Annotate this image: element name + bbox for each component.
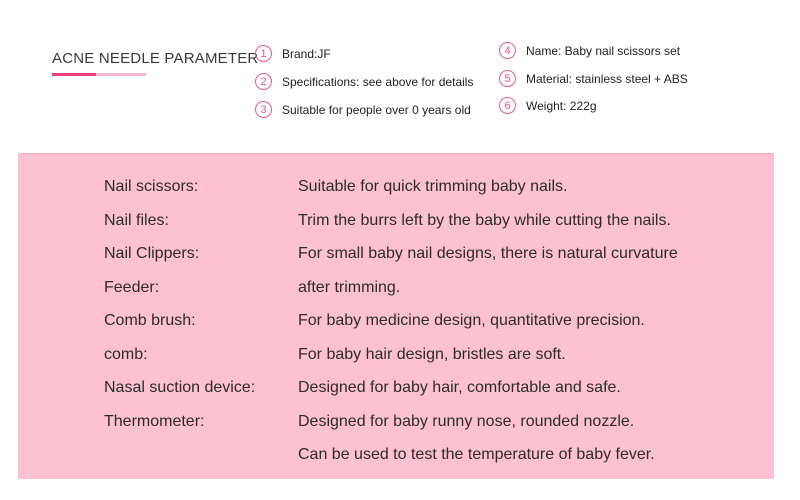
title-underline-light — [96, 73, 146, 76]
param-item-3 — [255, 101, 471, 118]
param-text: Brand:JF — [282, 46, 331, 61]
item-description: Designed for baby runny nose, rounded nozzle. — [298, 412, 635, 430]
item-name: Thermometer: — [104, 412, 205, 430]
circled-number-icon: 1 — [255, 45, 272, 62]
param-text: Material: stainless steel + ABS — [526, 71, 688, 86]
item-name: Nail files: — [104, 211, 169, 229]
item-description: Suitable for quick trimming baby nails. — [298, 178, 568, 195]
item-description: For baby hair design, bristles are soft. — [298, 345, 566, 363]
item-name: Feeder: — [104, 278, 160, 296]
item-name: comb: — [104, 345, 148, 363]
item-descriptions-column — [298, 175, 678, 477]
item-name: Nail scissors: — [104, 178, 199, 195]
page-title: ACNE NEEDLE PARAMETER — [52, 50, 259, 67]
item-description: Designed for baby hair, comfortable and safe. — [298, 379, 621, 396]
circled-number-icon: 6 — [499, 97, 516, 114]
item-description: For small baby nail designs, there is natural curvature — [298, 245, 678, 262]
title-underline — [52, 73, 146, 76]
item-description: Trim the burrs left by the baby while cutting the nails. — [298, 211, 671, 229]
circled-number-icon: 4 — [499, 42, 516, 59]
circled-number-icon: 2 — [255, 73, 272, 90]
title-underline-accent — [52, 73, 96, 76]
circled-number-icon: 3 — [255, 101, 272, 118]
item-name: Nasal suction device: — [104, 379, 256, 396]
param-item-6 — [499, 97, 597, 114]
item-name: Comb brush: — [104, 312, 196, 329]
param-item-5 — [499, 70, 688, 87]
item-name: Nail Clippers: — [104, 245, 200, 262]
param-text: Specifications: see above for details — [282, 74, 474, 89]
item-description: For baby medicine design, quantitative precision. — [298, 312, 645, 329]
param-item-1 — [255, 45, 331, 62]
item-names-column — [104, 175, 255, 443]
param-text: Weight: 222g — [526, 98, 597, 113]
item-description: Can be used to test the temperature of baby fever. — [298, 446, 655, 463]
param-item-2 — [255, 73, 473, 90]
item-description: after trimming. — [298, 278, 401, 296]
param-text: Suitable for people over 0 years old — [282, 102, 471, 117]
param-item-4 — [499, 42, 680, 59]
param-text: Name: Baby nail scissors set — [526, 43, 681, 58]
circled-number-icon: 5 — [499, 70, 516, 87]
